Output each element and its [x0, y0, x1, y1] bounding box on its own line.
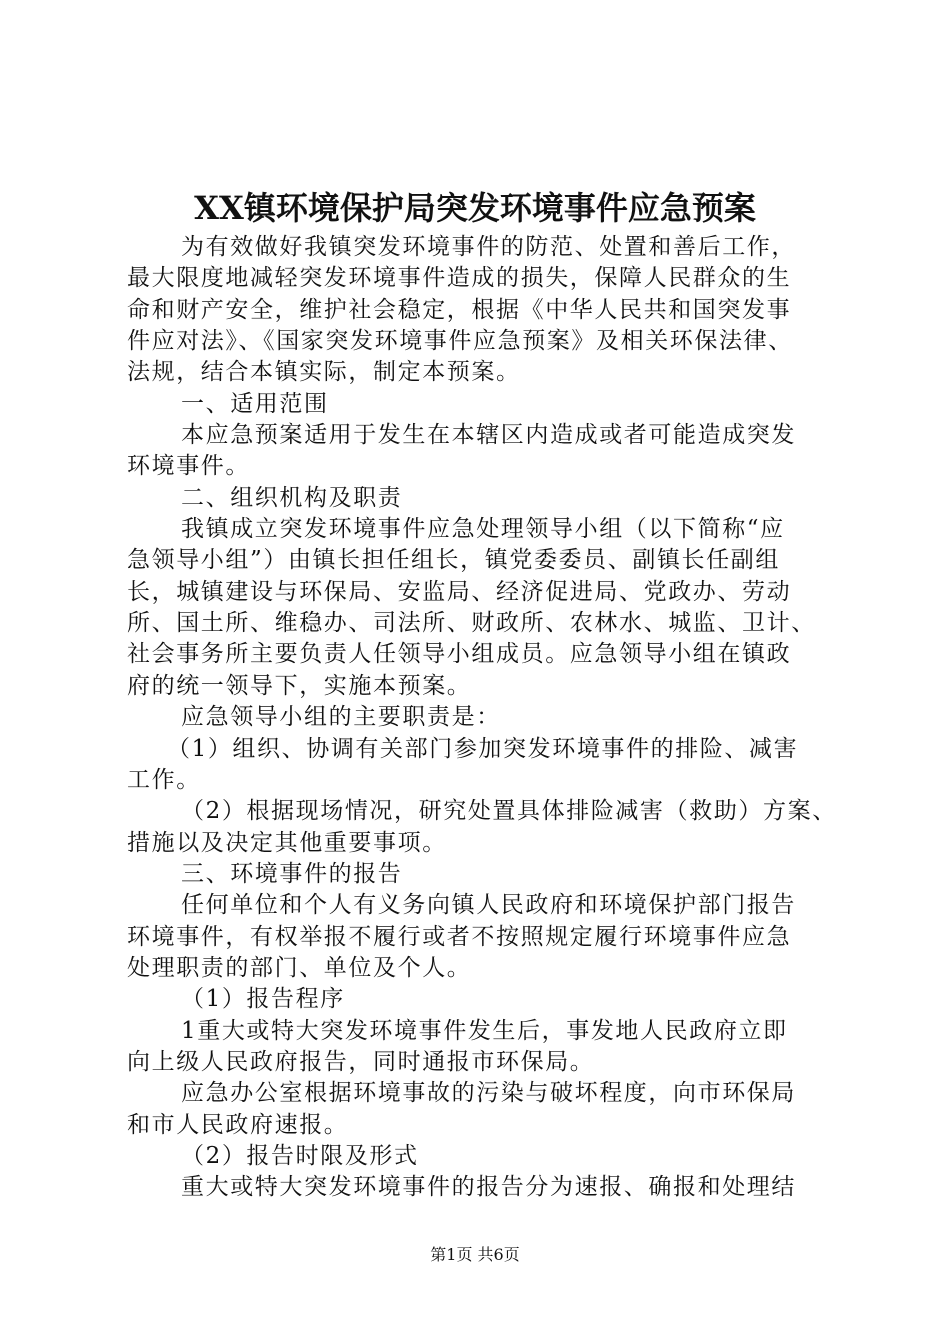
paragraph-line: 命和财产安全，维护社会稳定，根据《中华人民共和国突发事: [127, 296, 792, 323]
paragraph-line: 法规，结合本镇实际，制定本预案。: [127, 359, 521, 386]
paragraph-line: 本应急预案适用于发生在本辖区内造成或者可能造成突发: [181, 422, 796, 449]
subsection-heading: （1）报告程序: [181, 986, 345, 1013]
paragraph-line: 我镇成立突发环境事件应急处理领导小组（以下简称“应: [181, 516, 785, 543]
section-heading: 三、环境事件的报告: [181, 860, 403, 887]
paragraph-line: 重大或特大突发环境事件的报告分为速报、确报和处理结: [181, 1174, 796, 1201]
list-item: （2）根据现场情况，研究处置具体排险减害（救助）方案、: [181, 798, 837, 825]
paragraph-line: 环境事件。: [127, 453, 250, 480]
paragraph-line: 社会事务所主要负责人任领导小组成员。应急领导小组在镇政: [127, 641, 792, 668]
section-heading: 一、适用范围: [181, 390, 329, 417]
paragraph-line: 急领导小组”）由镇长担任组长，镇党委委员、副镇长任副组: [127, 547, 780, 574]
paragraph-line: 所、国土所、维稳办、司法所、财政所、农林水、城监、卫计、: [127, 610, 816, 637]
paragraph-line: 工作。: [127, 766, 201, 793]
list-item: （1）组织、协调有关部门参加突发环境事件的排险、减害: [167, 735, 799, 762]
paragraph-line: 处理职责的部门、单位及个人。: [127, 954, 472, 981]
paragraph-line: 1重大或特大突发环境事件发生后，事发地人民政府立即: [181, 1017, 788, 1044]
page-footer: 第1页 共6页: [430, 1245, 520, 1264]
section-heading: 二、组织机构及职责: [181, 484, 403, 511]
subsection-heading: （2）报告时限及形式: [181, 1142, 419, 1169]
paragraph-line: 措施以及决定其他重要事项。: [127, 829, 447, 856]
paragraph-line: 为有效做好我镇突发环境事件的防范、处置和善后工作，: [181, 234, 796, 260]
paragraph-line: 向上级人民政府报告，同时通报市环保局。: [127, 1048, 595, 1075]
paragraph-line: 件应对法》、《国家突发环境事件应急预案》及相关环保法律、: [127, 328, 793, 355]
page-title: XX镇环境保护局突发环境事件应急预案: [194, 189, 756, 227]
paragraph-line: 长，城镇建设与环保局、安监局、经济促进局、党政办、劳动: [127, 578, 792, 605]
document-body: [127, 232, 837, 1204]
paragraph-line: 府的统一领导下，实施本预案。: [127, 672, 472, 699]
paragraph-line: 最大限度地减轻突发环境事件造成的损失，保障人民群众的生: [127, 265, 792, 292]
paragraph-line: 和市人民政府速报。: [127, 1111, 349, 1138]
paragraph-line: 应急领导小组的主要职责是：: [181, 704, 501, 731]
paragraph-line: 任何单位和个人有义务向镇人民政府和环境保护部门报告: [181, 892, 796, 919]
paragraph-line: 应急办公室根据环境事故的污染与破坏程度，向市环保局: [181, 1080, 796, 1107]
paragraph-line: 环境事件，有权举报不履行或者不按照规定履行环境事件应急: [127, 923, 792, 950]
